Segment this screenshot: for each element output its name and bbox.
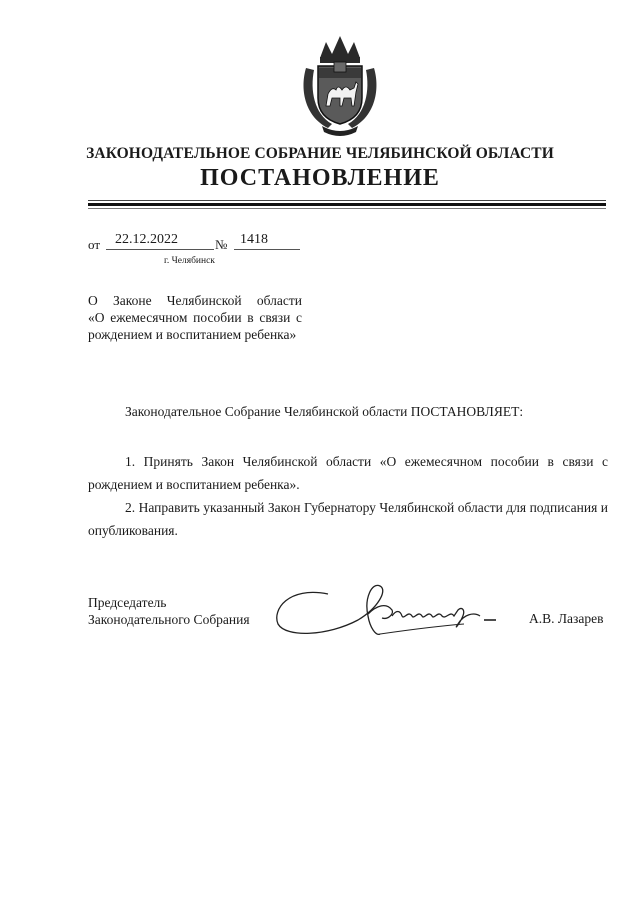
- document-subject: [88, 292, 302, 343]
- coat-of-arms-emblem: [298, 28, 382, 138]
- resolution-item-1: 1. Принять Закон Челябинской области «О ежемесячном пособии в связи с рождением и воспитанием ребенка».: [88, 454, 608, 492]
- resolution-preamble: Законодательное Собрание Челябинской области ПОСТАНОВЛЯЕТ:: [125, 404, 524, 419]
- signatory-title: [88, 594, 250, 628]
- city-label: г. Челябинск: [164, 256, 215, 266]
- header-rule-thick: [88, 203, 606, 206]
- document-type-title: ПОСТАНОВЛЕНИЕ: [200, 165, 440, 191]
- header-rule-hair: [88, 208, 606, 209]
- handwritten-signature-icon: [268, 580, 518, 640]
- date-underline: [106, 249, 214, 250]
- header-rule-thin: [88, 200, 606, 201]
- subject-line-2: «О ежемесячном пособии в связи с: [88, 310, 302, 325]
- subject-line-1: О Законе Челябинской области: [88, 293, 302, 308]
- document-number: 1418: [240, 232, 268, 247]
- signatory-name: А.В. Лазарев: [529, 611, 604, 626]
- organization-title: ЗАКОНОДАТЕЛЬНОЕ СОБРАНИЕ ЧЕЛЯБИНСКОЙ ОБЛАСТИ: [86, 145, 554, 162]
- document-date: 22.12.2022: [115, 232, 178, 247]
- signatory-title-line-1: Председатель: [88, 595, 167, 610]
- resolution-item-2: 2. Направить указанный Закон Губернатору Челябинской области для подписания и опубликования.: [88, 500, 608, 538]
- date-prefix: от: [88, 237, 101, 252]
- number-prefix: №: [215, 237, 228, 252]
- signatory-title-line-2: Законодательного Собрания: [88, 612, 250, 627]
- subject-line-3: рождением и воспитанием ребенка»: [88, 327, 297, 342]
- number-underline: [234, 249, 300, 250]
